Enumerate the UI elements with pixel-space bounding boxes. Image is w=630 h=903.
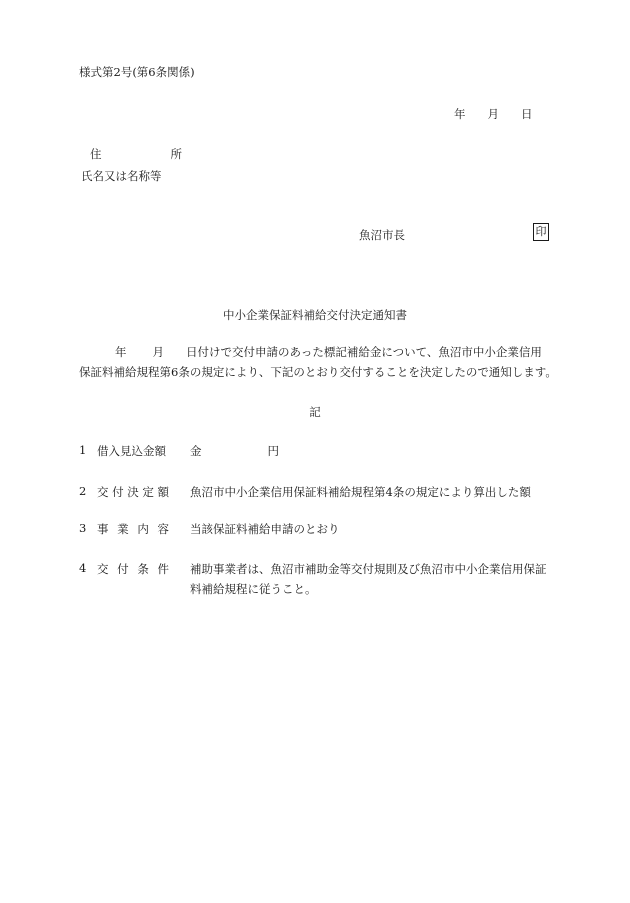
- item-2-label: 交付決定額: [97, 485, 169, 499]
- issuer-title: 魚沼市長: [359, 228, 405, 242]
- date-month-label: 月: [487, 107, 499, 121]
- date-year-label: 年: [454, 107, 466, 121]
- document-title: 中小企業保証料補給交付決定通知書: [223, 308, 407, 322]
- body-line-1-text: 日付けで交付申請のあった標記補給金について、魚沼市中小企業信用: [186, 345, 542, 359]
- item-3-label: 事業内容: [97, 522, 169, 536]
- date-line: [454, 106, 533, 122]
- item-4-label: 交付条件: [97, 562, 169, 576]
- seal-mark: 印: [533, 223, 549, 241]
- item-4-number: 4: [79, 561, 87, 575]
- address-label-char-1: 住: [90, 147, 135, 161]
- date-day-label: 日: [521, 107, 533, 121]
- item-1-value-suffix: 円: [267, 444, 279, 458]
- item-1-value: [190, 443, 279, 459]
- form-number: 様式第2号(第6条関係): [79, 65, 195, 79]
- item-3-value: 当該保証料補給申請のとおり: [190, 522, 340, 536]
- body-month-label: 月: [152, 345, 164, 359]
- body-year-label: 年: [115, 345, 127, 359]
- address-label: [90, 146, 182, 162]
- item-1-number: 1: [79, 443, 87, 457]
- address-label-char-2: 所: [170, 147, 182, 161]
- note-mark: 記: [309, 405, 321, 419]
- item-2-number: 2: [79, 484, 87, 498]
- body-line-1: [115, 344, 542, 360]
- item-4-value-line-1: 補助事業者は、魚沼市補助金等交付規則及び魚沼市中小企業信用保証: [190, 562, 547, 576]
- item-1-label: 借入見込金額: [97, 444, 166, 458]
- body-line-2: 保証料補給規程第6条の規定により、下記のとおり交付することを決定したので通知します。: [79, 365, 557, 379]
- item-1-value-prefix: 金: [190, 444, 202, 458]
- name-label: 氏名又は名称等: [81, 169, 162, 183]
- item-4-value-line-2: 料補給規程に従うこと。: [190, 582, 317, 596]
- item-3-number: 3: [79, 521, 87, 535]
- item-2-value: 魚沼市中小企業信用保証料補給規程第4条の規定により算出した額: [190, 485, 531, 499]
